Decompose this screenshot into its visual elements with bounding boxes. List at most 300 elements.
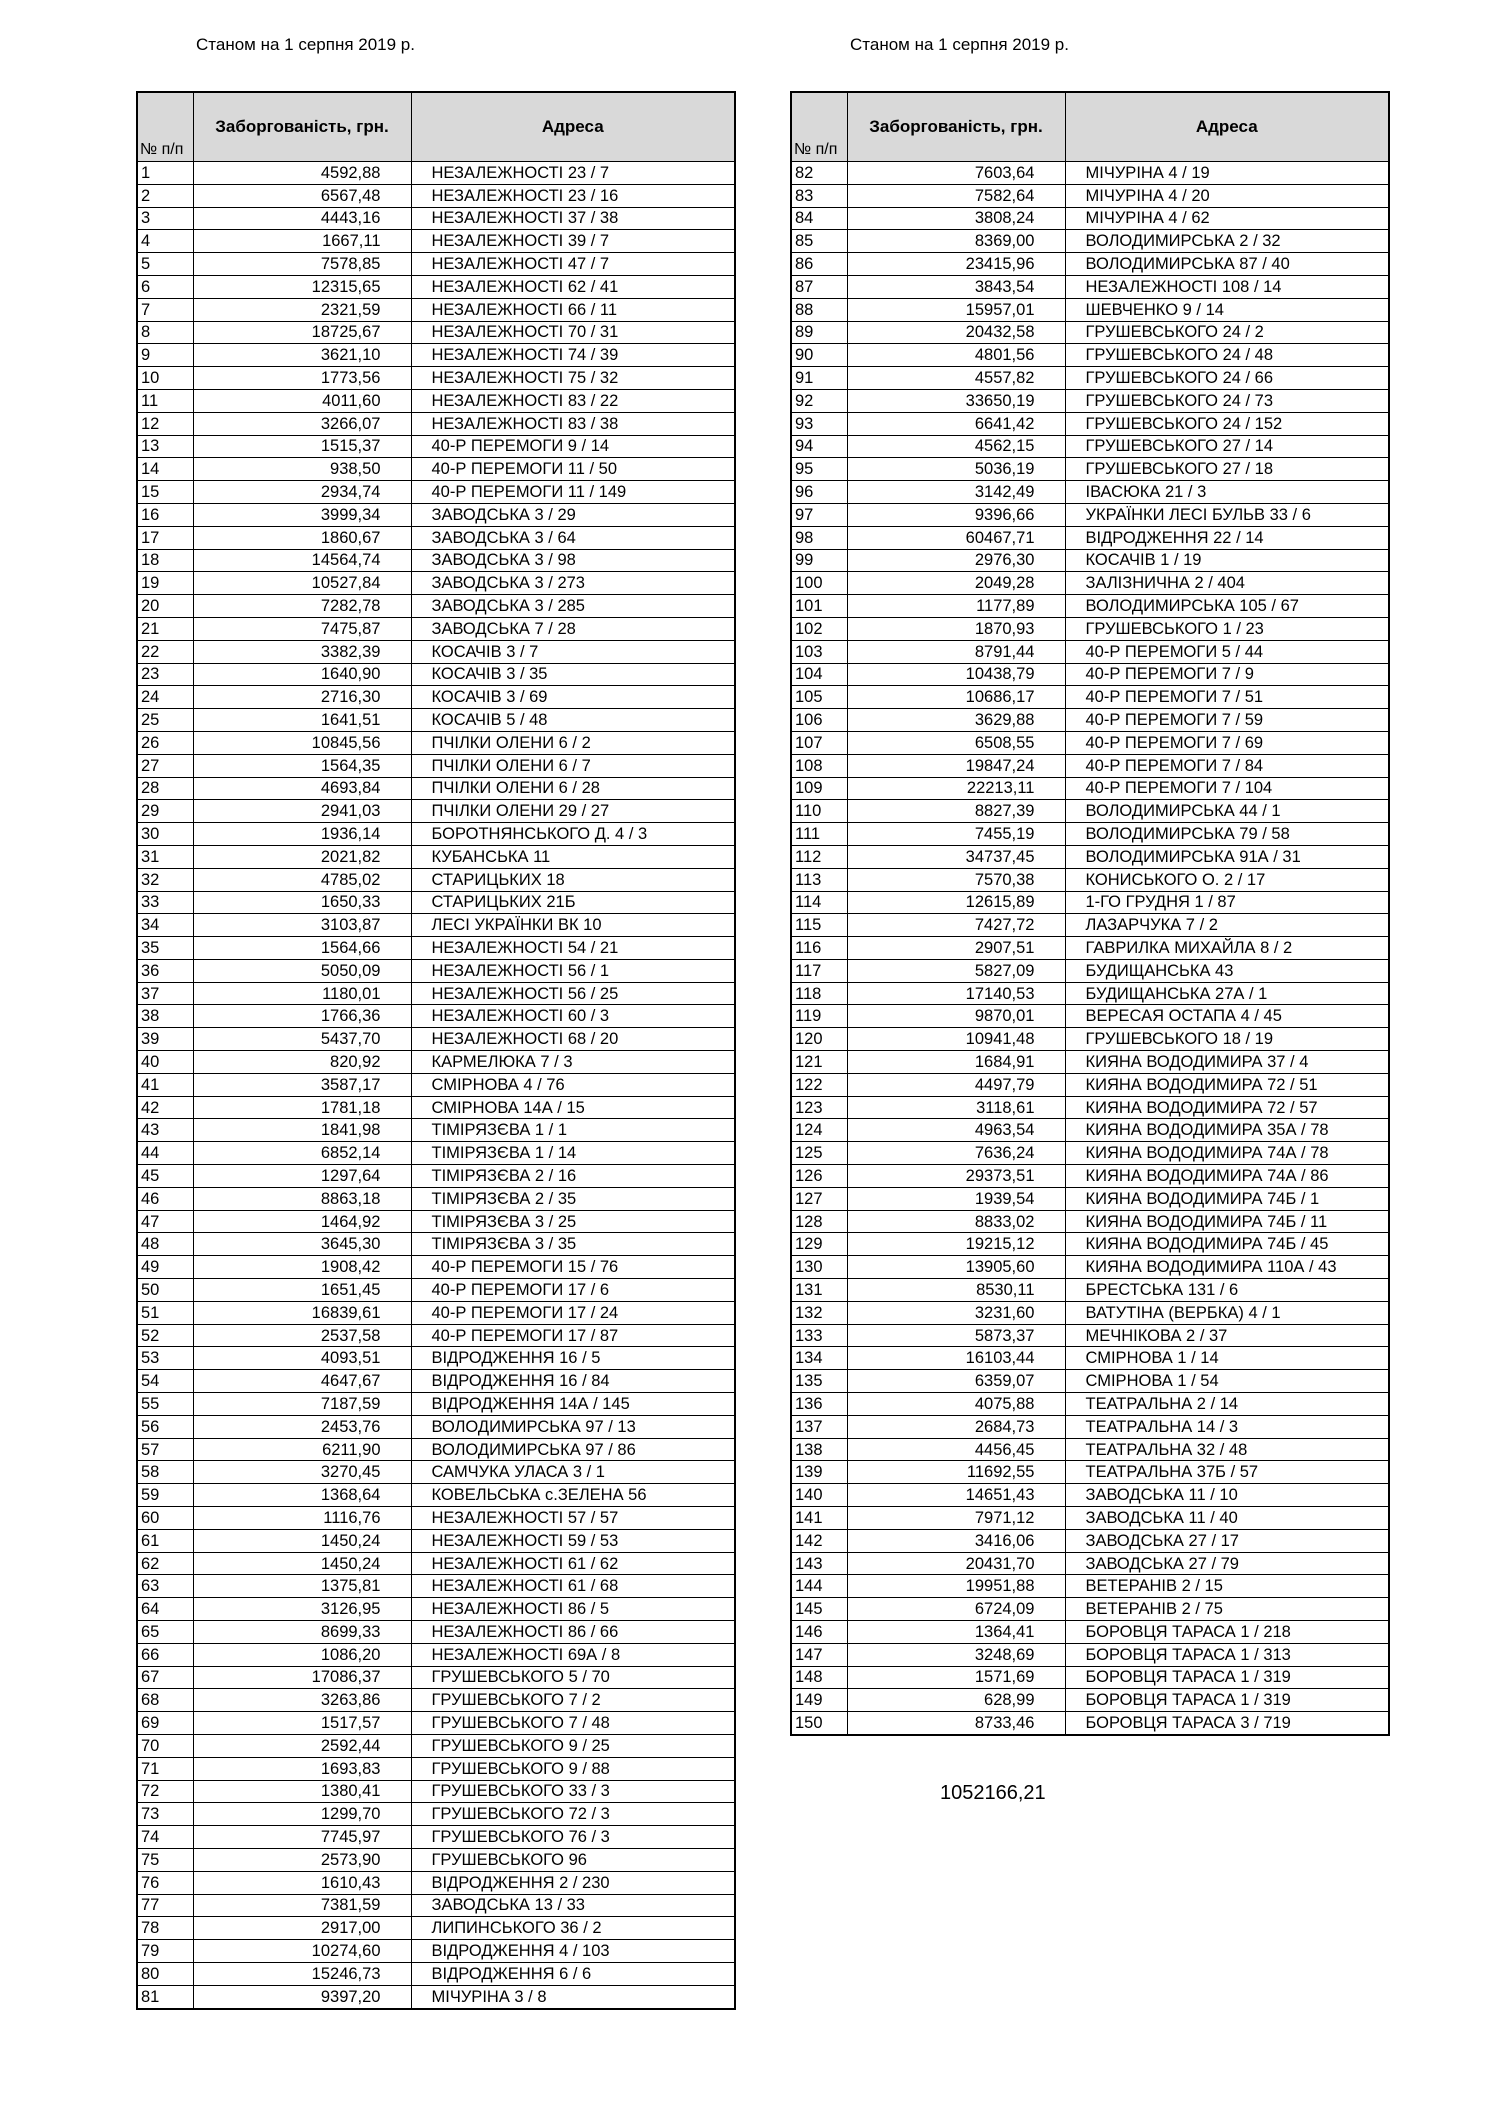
table-row [137, 1051, 735, 1074]
row-number: 25 [137, 709, 193, 732]
debt-amount: 1640,90 [193, 663, 411, 686]
row-number: 147 [791, 1643, 847, 1666]
debt-amount: 3416,06 [847, 1529, 1065, 1552]
debt-amount: 14564,74 [193, 549, 411, 572]
table-row [137, 275, 735, 298]
debt-amount: 8791,44 [847, 640, 1065, 663]
debt-amount: 1766,36 [193, 1005, 411, 1028]
address: ЗАВОДСЬКА 11 / 40 [1065, 1507, 1389, 1530]
address: 40-Р ПЕРЕМОГИ 7 / 84 [1065, 754, 1389, 777]
row-number: 56 [137, 1415, 193, 1438]
address: КОНИСЬКОГО О. 2 / 17 [1065, 868, 1389, 891]
debt-amount: 1564,35 [193, 754, 411, 777]
table-row [137, 1871, 735, 1894]
table-row [791, 914, 1389, 937]
address: ВОЛОДИМИРСЬКА 105 / 67 [1065, 595, 1389, 618]
table-row [137, 1256, 735, 1279]
table-row [137, 617, 735, 640]
debt-amount: 8699,33 [193, 1621, 411, 1644]
table-row [137, 754, 735, 777]
table-row [791, 868, 1389, 891]
row-number: 77 [137, 1894, 193, 1917]
row-number: 90 [791, 344, 847, 367]
debt-amount: 16839,61 [193, 1301, 411, 1324]
table-row [791, 982, 1389, 1005]
address: ГРУШЕВСЬКОГО 24 / 48 [1065, 344, 1389, 367]
address: НЕЗАЛЕЖНОСТІ 74 / 39 [411, 344, 735, 367]
address: КИЯНА ВОДОДИМИРА 74Б / 11 [1065, 1210, 1389, 1233]
row-number: 76 [137, 1871, 193, 1894]
row-number: 107 [791, 731, 847, 754]
row-number: 114 [791, 891, 847, 914]
address: ЗАВОДСЬКА 7 / 28 [411, 617, 735, 640]
table-row [137, 1187, 735, 1210]
address: МІЧУРІНА 4 / 19 [1065, 162, 1389, 185]
table-row [791, 1621, 1389, 1644]
address: КИЯНА ВОДОДИМИРА 74Б / 45 [1065, 1233, 1389, 1256]
row-number: 59 [137, 1484, 193, 1507]
table-row [137, 1962, 735, 1985]
row-number: 9 [137, 344, 193, 367]
table-row [791, 1256, 1389, 1279]
address: КУБАНСЬКА 11 [411, 845, 735, 868]
debt-table-left-body [137, 162, 735, 2009]
address: ВОЛОДИМИРСЬКА 2 / 32 [1065, 230, 1389, 253]
table-row [791, 1096, 1389, 1119]
debt-amount: 1368,64 [193, 1484, 411, 1507]
debt-amount: 6852,14 [193, 1142, 411, 1165]
debt-amount: 33650,19 [847, 389, 1065, 412]
row-number: 17 [137, 526, 193, 549]
debt-amount: 8827,39 [847, 800, 1065, 823]
address: ПЧІЛКИ ОЛЕНИ 6 / 7 [411, 754, 735, 777]
address: ВІДРОДЖЕННЯ 16 / 84 [411, 1370, 735, 1393]
debt-amount: 1464,92 [193, 1210, 411, 1233]
table-row [791, 1552, 1389, 1575]
table-row [137, 526, 735, 549]
row-number: 38 [137, 1005, 193, 1028]
address: КОСАЧІВ 3 / 69 [411, 686, 735, 709]
row-number: 122 [791, 1073, 847, 1096]
table-row [791, 253, 1389, 276]
debt-amount: 2917,00 [193, 1917, 411, 1940]
address: НЕЗАЛЕЖНОСТІ 54 / 21 [411, 937, 735, 960]
address: КИЯНА ВОДОДИМИРА 74Б / 1 [1065, 1187, 1389, 1210]
address: СМІРНОВА 1 / 14 [1065, 1347, 1389, 1370]
row-number: 140 [791, 1484, 847, 1507]
row-number: 89 [791, 321, 847, 344]
debt-amount: 3382,39 [193, 640, 411, 663]
table-row [791, 1370, 1389, 1393]
row-number: 45 [137, 1165, 193, 1188]
debt-amount: 10845,56 [193, 731, 411, 754]
address: ЗАВОДСЬКА 11 / 10 [1065, 1484, 1389, 1507]
row-number: 48 [137, 1233, 193, 1256]
debt-amount: 3248,69 [847, 1643, 1065, 1666]
address: ВІДРОДЖЕННЯ 2 / 230 [411, 1871, 735, 1894]
address: НЕЗАЛЕЖНОСТІ 62 / 41 [411, 275, 735, 298]
row-number: 97 [791, 503, 847, 526]
row-number: 60 [137, 1507, 193, 1530]
debt-table-right [790, 91, 1390, 1736]
debt-amount: 7187,59 [193, 1393, 411, 1416]
address: КИЯНА ВОДОДИМИРА 35А / 78 [1065, 1119, 1389, 1142]
debt-amount: 11692,55 [847, 1461, 1065, 1484]
debt-amount: 3142,49 [847, 481, 1065, 504]
table-row [137, 1734, 735, 1757]
debt-amount: 19951,88 [847, 1575, 1065, 1598]
address: НЕЗАЛЕЖНОСТІ 47 / 7 [411, 253, 735, 276]
debt-amount: 4592,88 [193, 162, 411, 185]
table-row [791, 1165, 1389, 1188]
address: 40-Р ПЕРЕМОГИ 15 / 76 [411, 1256, 735, 1279]
table-row [791, 526, 1389, 549]
debt-amount: 2684,73 [847, 1415, 1065, 1438]
address: ТЕАТРАЛЬНА 37Б / 57 [1065, 1461, 1389, 1484]
row-number: 67 [137, 1666, 193, 1689]
table-row [137, 1985, 735, 2008]
column-header-address: Адреса [1065, 92, 1389, 162]
address: СМІРНОВА 14А / 15 [411, 1096, 735, 1119]
row-number: 5 [137, 253, 193, 276]
row-number: 54 [137, 1370, 193, 1393]
debt-amount: 7582,64 [847, 184, 1065, 207]
table-row [791, 1438, 1389, 1461]
table-row [137, 1484, 735, 1507]
debt-amount: 1651,45 [193, 1279, 411, 1302]
table-row [791, 412, 1389, 435]
debt-amount: 2537,58 [193, 1324, 411, 1347]
debt-amount: 4963,54 [847, 1119, 1065, 1142]
address: СТАРИЦЬКИХ 18 [411, 868, 735, 891]
table-row [137, 1461, 735, 1484]
debt-amount: 1450,24 [193, 1529, 411, 1552]
table-row [791, 549, 1389, 572]
table-row [137, 184, 735, 207]
address: КИЯНА ВОДОДИМИРА 110А / 43 [1065, 1256, 1389, 1279]
row-number: 73 [137, 1803, 193, 1826]
row-number: 137 [791, 1415, 847, 1438]
debt-amount: 7455,19 [847, 823, 1065, 846]
row-number: 120 [791, 1028, 847, 1051]
table-row [137, 481, 735, 504]
address: ГРУШЕВСЬКОГО 33 / 3 [411, 1780, 735, 1803]
address: ГРУШЕВСЬКОГО 96 [411, 1848, 735, 1871]
table-row [791, 800, 1389, 823]
debt-amount: 3118,61 [847, 1096, 1065, 1119]
address: ГАВРИЛКА МИХАЙЛА 8 / 2 [1065, 937, 1389, 960]
address: БОРОВЦЯ ТАРАСА 1 / 319 [1065, 1666, 1389, 1689]
debt-amount: 1380,41 [193, 1780, 411, 1803]
table-row [791, 389, 1389, 412]
address: ВОЛОДИМИРСЬКА 97 / 86 [411, 1438, 735, 1461]
debt-amount: 3645,30 [193, 1233, 411, 1256]
row-number: 13 [137, 435, 193, 458]
table-row [137, 321, 735, 344]
table-row [137, 1370, 735, 1393]
address: ГРУШЕВСЬКОГО 72 / 3 [411, 1803, 735, 1826]
address: МЕЧНІКОВА 2 / 37 [1065, 1324, 1389, 1347]
row-number: 23 [137, 663, 193, 686]
address: ЗАВОДСЬКА 3 / 29 [411, 503, 735, 526]
row-number: 87 [791, 275, 847, 298]
debt-amount: 4011,60 [193, 389, 411, 412]
debt-amount: 3263,86 [193, 1689, 411, 1712]
debt-amount: 23415,96 [847, 253, 1065, 276]
address: ВЕТЕРАНІВ 2 / 15 [1065, 1575, 1389, 1598]
table-row [137, 1917, 735, 1940]
row-number: 99 [791, 549, 847, 572]
table-row [137, 982, 735, 1005]
row-number: 70 [137, 1734, 193, 1757]
table-row [791, 1689, 1389, 1712]
address: 40-Р ПЕРЕМОГИ 11 / 50 [411, 458, 735, 481]
debt-amount: 5036,19 [847, 458, 1065, 481]
row-number: 113 [791, 868, 847, 891]
row-number: 146 [791, 1621, 847, 1644]
address: 40-Р ПЕРЕМОГИ 7 / 69 [1065, 731, 1389, 754]
address: НЕЗАЛЕЖНОСТІ 37 / 38 [411, 207, 735, 230]
address: ВІДРОДЖЕННЯ 16 / 5 [411, 1347, 735, 1370]
row-number: 138 [791, 1438, 847, 1461]
debt-amount: 3621,10 [193, 344, 411, 367]
row-number: 37 [137, 982, 193, 1005]
table-row [791, 959, 1389, 982]
table-row [137, 503, 735, 526]
row-number: 63 [137, 1575, 193, 1598]
row-number: 129 [791, 1233, 847, 1256]
column-header-address: Адреса [411, 92, 735, 162]
debt-amount: 14651,43 [847, 1484, 1065, 1507]
row-number: 100 [791, 572, 847, 595]
row-number: 150 [791, 1712, 847, 1735]
table-row [137, 1165, 735, 1188]
row-number: 136 [791, 1393, 847, 1416]
table-row [137, 298, 735, 321]
debt-amount: 1517,57 [193, 1712, 411, 1735]
table-row [137, 1233, 735, 1256]
table-row [137, 845, 735, 868]
table-row [137, 1552, 735, 1575]
row-number: 93 [791, 412, 847, 435]
row-number: 27 [137, 754, 193, 777]
address: ВЕРЕСАЯ ОСТАПА 4 / 45 [1065, 1005, 1389, 1028]
debt-amount: 6641,42 [847, 412, 1065, 435]
row-number: 86 [791, 253, 847, 276]
table-row [137, 230, 735, 253]
debt-amount: 17086,37 [193, 1666, 411, 1689]
row-number: 132 [791, 1301, 847, 1324]
address: ГРУШЕВСЬКОГО 27 / 14 [1065, 435, 1389, 458]
debt-amount: 1364,41 [847, 1621, 1065, 1644]
address: ГРУШЕВСЬКОГО 1 / 23 [1065, 617, 1389, 640]
row-number: 6 [137, 275, 193, 298]
row-number: 2 [137, 184, 193, 207]
address: МІЧУРІНА 4 / 62 [1065, 207, 1389, 230]
row-number: 4 [137, 230, 193, 253]
debt-amount: 17140,53 [847, 982, 1065, 1005]
table-row [791, 686, 1389, 709]
row-number: 57 [137, 1438, 193, 1461]
address: БОРОВЦЯ ТАРАСА 1 / 218 [1065, 1621, 1389, 1644]
table-row [791, 1575, 1389, 1598]
row-number: 21 [137, 617, 193, 640]
address: ЗАВОДСЬКА 27 / 17 [1065, 1529, 1389, 1552]
row-number: 143 [791, 1552, 847, 1575]
table-row [791, 321, 1389, 344]
column-header-debt: Заборгованість, грн. [847, 92, 1065, 162]
row-number: 112 [791, 845, 847, 868]
debt-amount: 4456,45 [847, 1438, 1065, 1461]
table-row [137, 709, 735, 732]
address: ВІДРОДЖЕННЯ 14А / 145 [411, 1393, 735, 1416]
debt-amount: 19847,24 [847, 754, 1065, 777]
address: НЕЗАЛЕЖНОСТІ 59 / 53 [411, 1529, 735, 1552]
debt-amount: 7578,85 [193, 253, 411, 276]
table-row [137, 162, 735, 185]
address: КОСАЧІВ 1 / 19 [1065, 549, 1389, 572]
debt-amount: 4557,82 [847, 367, 1065, 390]
table-row [137, 1666, 735, 1689]
address: ПЧІЛКИ ОЛЕНИ 6 / 2 [411, 731, 735, 754]
debt-amount: 19215,12 [847, 1233, 1065, 1256]
debt-amount: 7427,72 [847, 914, 1065, 937]
address: ГРУШЕВСЬКОГО 24 / 2 [1065, 321, 1389, 344]
address: НЕЗАЛЕЖНОСТІ 39 / 7 [411, 230, 735, 253]
table-row [137, 458, 735, 481]
address: ПЧІЛКИ ОЛЕНИ 29 / 27 [411, 800, 735, 823]
table-row [137, 1894, 735, 1917]
row-number: 80 [137, 1962, 193, 1985]
table-row [137, 1643, 735, 1666]
report-date-caption-left: Станом на 1 серпня 2019 р. [196, 35, 415, 54]
debt-amount: 10686,17 [847, 686, 1065, 709]
table-row [791, 184, 1389, 207]
address: 40-Р ПЕРЕМОГИ 17 / 6 [411, 1279, 735, 1302]
address: ТЕАТРАЛЬНА 14 / 3 [1065, 1415, 1389, 1438]
row-number: 11 [137, 389, 193, 412]
table-row [137, 891, 735, 914]
row-number: 40 [137, 1051, 193, 1074]
debt-amount: 7971,12 [847, 1507, 1065, 1530]
row-number: 108 [791, 754, 847, 777]
row-number: 126 [791, 1165, 847, 1188]
debt-amount: 1116,76 [193, 1507, 411, 1530]
debt-amount: 6567,48 [193, 184, 411, 207]
address: ГРУШЕВСЬКОГО 76 / 3 [411, 1826, 735, 1849]
row-number: 110 [791, 800, 847, 823]
table-row [137, 1848, 735, 1871]
row-number: 8 [137, 321, 193, 344]
table-row [791, 709, 1389, 732]
debt-amount: 1781,18 [193, 1096, 411, 1119]
row-number: 119 [791, 1005, 847, 1028]
address: ЛЕСІ УКРАЇНКИ ВК 10 [411, 914, 735, 937]
address: 1-ГО ГРУДНЯ 1 / 87 [1065, 891, 1389, 914]
debt-amount: 10941,48 [847, 1028, 1065, 1051]
address: МІЧУРІНА 3 / 8 [411, 1985, 735, 2008]
address: ЛАЗАРЧУКА 7 / 2 [1065, 914, 1389, 937]
row-number: 109 [791, 777, 847, 800]
address: ЗАВОДСЬКА 3 / 64 [411, 526, 735, 549]
row-number: 30 [137, 823, 193, 846]
row-number: 53 [137, 1347, 193, 1370]
table-row [791, 1233, 1389, 1256]
table-row [791, 1347, 1389, 1370]
debt-amount: 2716,30 [193, 686, 411, 709]
debt-amount: 9870,01 [847, 1005, 1065, 1028]
table-row [791, 1051, 1389, 1074]
row-number: 149 [791, 1689, 847, 1712]
table-row [791, 162, 1389, 185]
table-row [791, 823, 1389, 846]
table-header-row [791, 92, 1389, 162]
row-number: 69 [137, 1712, 193, 1735]
debt-amount: 2049,28 [847, 572, 1065, 595]
table-row [137, 389, 735, 412]
address: КОСАЧІВ 3 / 35 [411, 663, 735, 686]
table-row [137, 1415, 735, 1438]
row-number: 47 [137, 1210, 193, 1233]
debt-amount: 7603,64 [847, 162, 1065, 185]
table-row [137, 1210, 735, 1233]
table-row [137, 1529, 735, 1552]
table-row [137, 1438, 735, 1461]
debt-amount: 1180,01 [193, 982, 411, 1005]
address: ГРУШЕВСЬКОГО 24 / 152 [1065, 412, 1389, 435]
debt-amount: 8863,18 [193, 1187, 411, 1210]
row-number: 144 [791, 1575, 847, 1598]
debt-amount: 29373,51 [847, 1165, 1065, 1188]
column-header-number: № п/п [791, 92, 847, 162]
debt-amount: 3126,95 [193, 1598, 411, 1621]
row-number: 72 [137, 1780, 193, 1803]
address: ГРУШЕВСЬКОГО 27 / 18 [1065, 458, 1389, 481]
address: ТЕАТРАЛЬНА 2 / 14 [1065, 1393, 1389, 1416]
address: БОРОВЦЯ ТАРАСА 1 / 313 [1065, 1643, 1389, 1666]
address: КИЯНА ВОДОДИМИРА 74А / 78 [1065, 1142, 1389, 1165]
row-number: 64 [137, 1598, 193, 1621]
table-row [137, 207, 735, 230]
row-number: 145 [791, 1598, 847, 1621]
debt-amount: 1375,81 [193, 1575, 411, 1598]
address: НЕЗАЛЕЖНОСТІ 56 / 1 [411, 959, 735, 982]
table-row [791, 1005, 1389, 1028]
table-row [137, 253, 735, 276]
debt-amount: 22213,11 [847, 777, 1065, 800]
row-number: 22 [137, 640, 193, 663]
debt-table-left [136, 91, 736, 2010]
address: ВАТУТІНА (ВЕРБКА) 4 / 1 [1065, 1301, 1389, 1324]
address: ЗАВОДСЬКА 3 / 98 [411, 549, 735, 572]
debt-amount: 1450,24 [193, 1552, 411, 1575]
table-row [791, 777, 1389, 800]
row-number: 32 [137, 868, 193, 891]
address: КИЯНА ВОДОДИМИРА 37 / 4 [1065, 1051, 1389, 1074]
row-number: 55 [137, 1393, 193, 1416]
row-number: 148 [791, 1666, 847, 1689]
row-number: 134 [791, 1347, 847, 1370]
row-number: 115 [791, 914, 847, 937]
address: ГРУШЕВСЬКОГО 5 / 70 [411, 1666, 735, 1689]
debt-amount: 18725,67 [193, 321, 411, 344]
row-number: 35 [137, 937, 193, 960]
table-row [791, 754, 1389, 777]
debt-amount: 7475,87 [193, 617, 411, 640]
table-row [791, 344, 1389, 367]
address: НЕЗАЛЕЖНОСТІ 60 / 3 [411, 1005, 735, 1028]
row-number: 117 [791, 959, 847, 982]
